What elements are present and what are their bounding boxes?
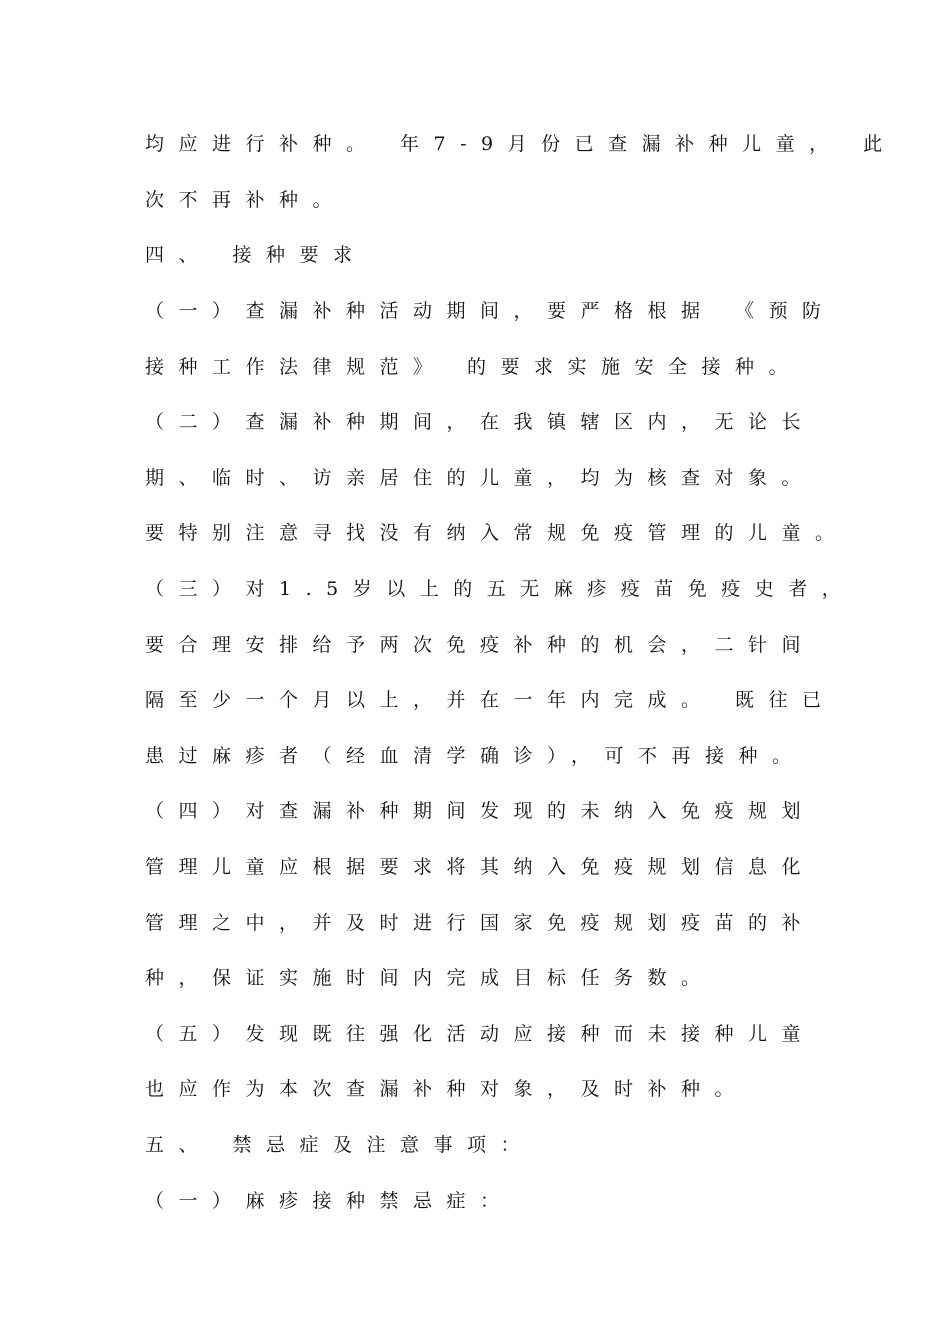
text-line: 次不再补种。: [145, 189, 347, 211]
text-line: （四）对查漏补种期间发现的未纳入免疫规划: [145, 800, 816, 822]
text-line: 均应进行补种。 年7-9月份已查漏补种儿童， 此: [145, 133, 897, 155]
text-line: （一）麻疹接种禁忌症：: [145, 1190, 514, 1212]
text-line: （一）查漏补种活动期间，要严格根据 《预防: [145, 300, 836, 322]
text-line: （三）对1.5岁以上的五无麻疹疫苗免疫史者，: [145, 578, 856, 600]
text-line: 种，保证实施时间内完成目标任务数。: [145, 967, 715, 989]
text-line: 管理之中，并及时进行国家免疫规划疫苗的补: [145, 912, 816, 934]
text-line: 要特别注意寻找没有纳入常规免疫管理的儿童。: [145, 522, 849, 544]
text-line: 隔至少一个月以上，并在一年内完成。 既往已: [145, 689, 836, 711]
text-line: 管理儿童应根据要求将其纳入免疫规划信息化: [145, 856, 816, 878]
text-line: 患过麻疹者（经血清学确诊），可不再接种。: [145, 745, 806, 767]
section-heading: 四、 接种要求: [145, 244, 367, 266]
text-line: 接种工作法律规范》 的要求实施安全接种。: [145, 356, 803, 378]
text-line: 期、临时、访亲居住的儿童，均为核查对象。: [145, 467, 816, 489]
section-heading: 五、 禁忌症及注意事项：: [145, 1134, 535, 1156]
text-line: （五）发现既往强化活动应接种而未接种儿童: [145, 1023, 816, 1045]
text-line: 也应作为本次查漏补种对象，及时补种。: [145, 1078, 749, 1100]
text-line: （二）查漏补种期间，在我镇辖区内，无论长: [145, 411, 816, 433]
text-line: 要合理安排给予两次免疫补种的机会，二针间: [145, 634, 816, 656]
